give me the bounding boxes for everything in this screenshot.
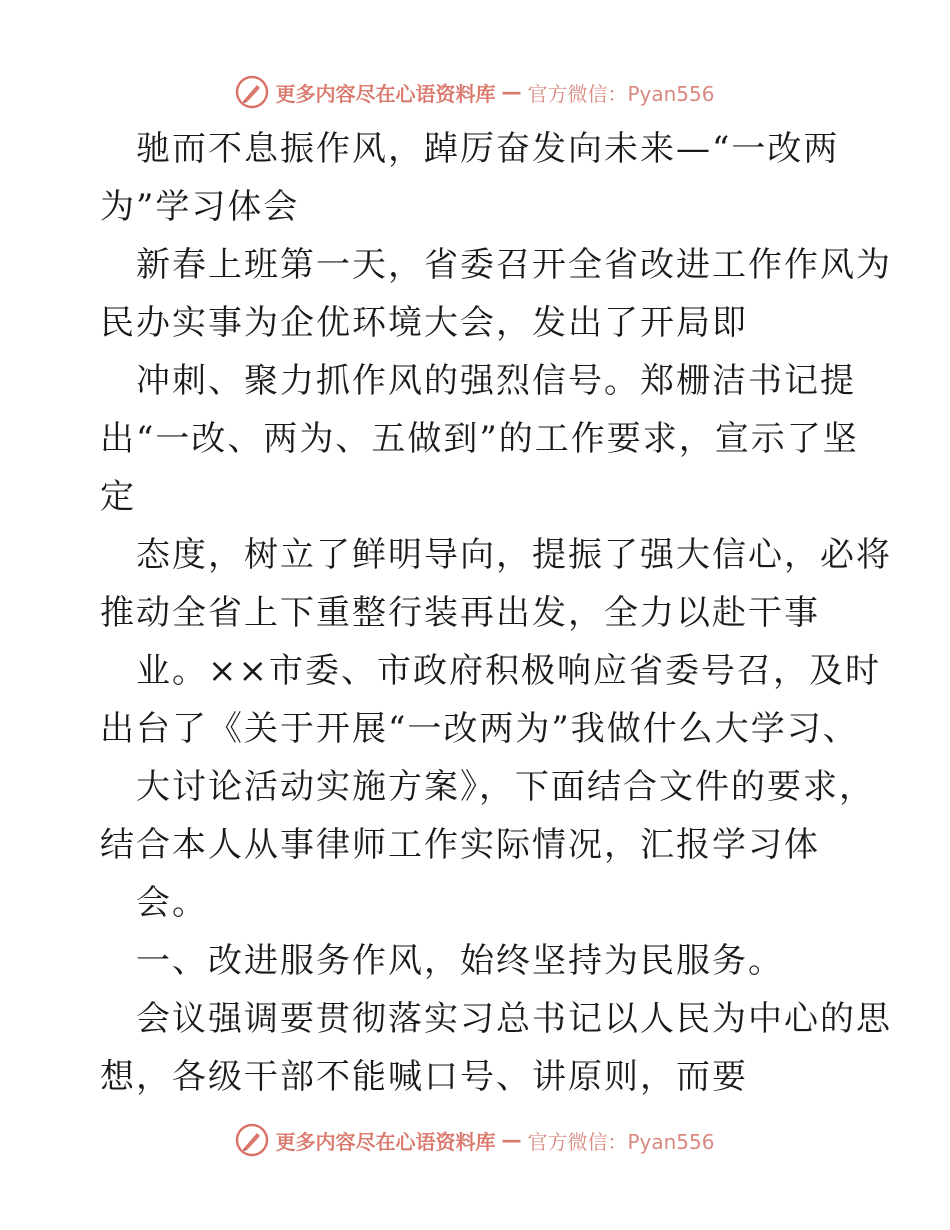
- text-line: 冲刺、聚力抓作风的强烈信号。郑栅洁书记提: [136, 361, 856, 401]
- watermark-footer: [0, 1120, 950, 1160]
- watermark-dash: —: [501, 80, 522, 104]
- watermark-text: 更多内容尽在心语资料库: [275, 1129, 496, 1154]
- text-line: 出台了《关于开展“一改两为”我做什么大学习、: [100, 709, 859, 749]
- text-line: 态度，树立了鲜明导向，提振了强大信心，必将: [136, 535, 892, 575]
- text-line: 结合本人从事律师工作实际情况，汇报学习体: [100, 825, 820, 865]
- text-line: 新春上班第一天，省委召开全省改进工作作风为: [136, 245, 892, 285]
- text-line: 推动全省上下重整行装再出发，全力以赴干事: [100, 593, 820, 633]
- document-body: [100, 120, 892, 1106]
- text-line: 会议强调要贯彻落实习总书记以人民为中心的思: [136, 999, 892, 1039]
- watermark-header: [0, 72, 950, 112]
- text-line: 定: [100, 477, 136, 517]
- text-line: 大讨论活动实施方案》，下面结合文件的要求，: [136, 767, 875, 807]
- text-line: 一、改进服务作风，始终坚持为民服务。: [136, 941, 784, 981]
- text-line: 驰而不息振作风，踔厉奋发向未来—“一改两: [136, 129, 840, 169]
- pen-logo-icon: [235, 1123, 269, 1157]
- pen-logo-icon: [235, 75, 269, 109]
- watermark-contact: 官方微信：Pyan556: [527, 81, 715, 106]
- watermark-contact: 官方微信：Pyan556: [527, 1129, 715, 1154]
- text-line: 为”学习体会: [100, 187, 300, 227]
- text-line: 出“一改、两为、五做到”的工作要求，宣示了坚: [100, 419, 859, 459]
- text-line: 民办实事为企优环境大会，发出了开局即: [100, 303, 748, 343]
- text-line: 想，各级干部不能喊口号、讲原则，而要: [100, 1057, 748, 1097]
- watermark-dash: —: [501, 1128, 522, 1152]
- watermark-text: 更多内容尽在心语资料库: [275, 81, 496, 106]
- text-line: 会。: [136, 883, 208, 923]
- text-line: 业。××市委、市政府积极响应省委号召，及时: [136, 651, 881, 691]
